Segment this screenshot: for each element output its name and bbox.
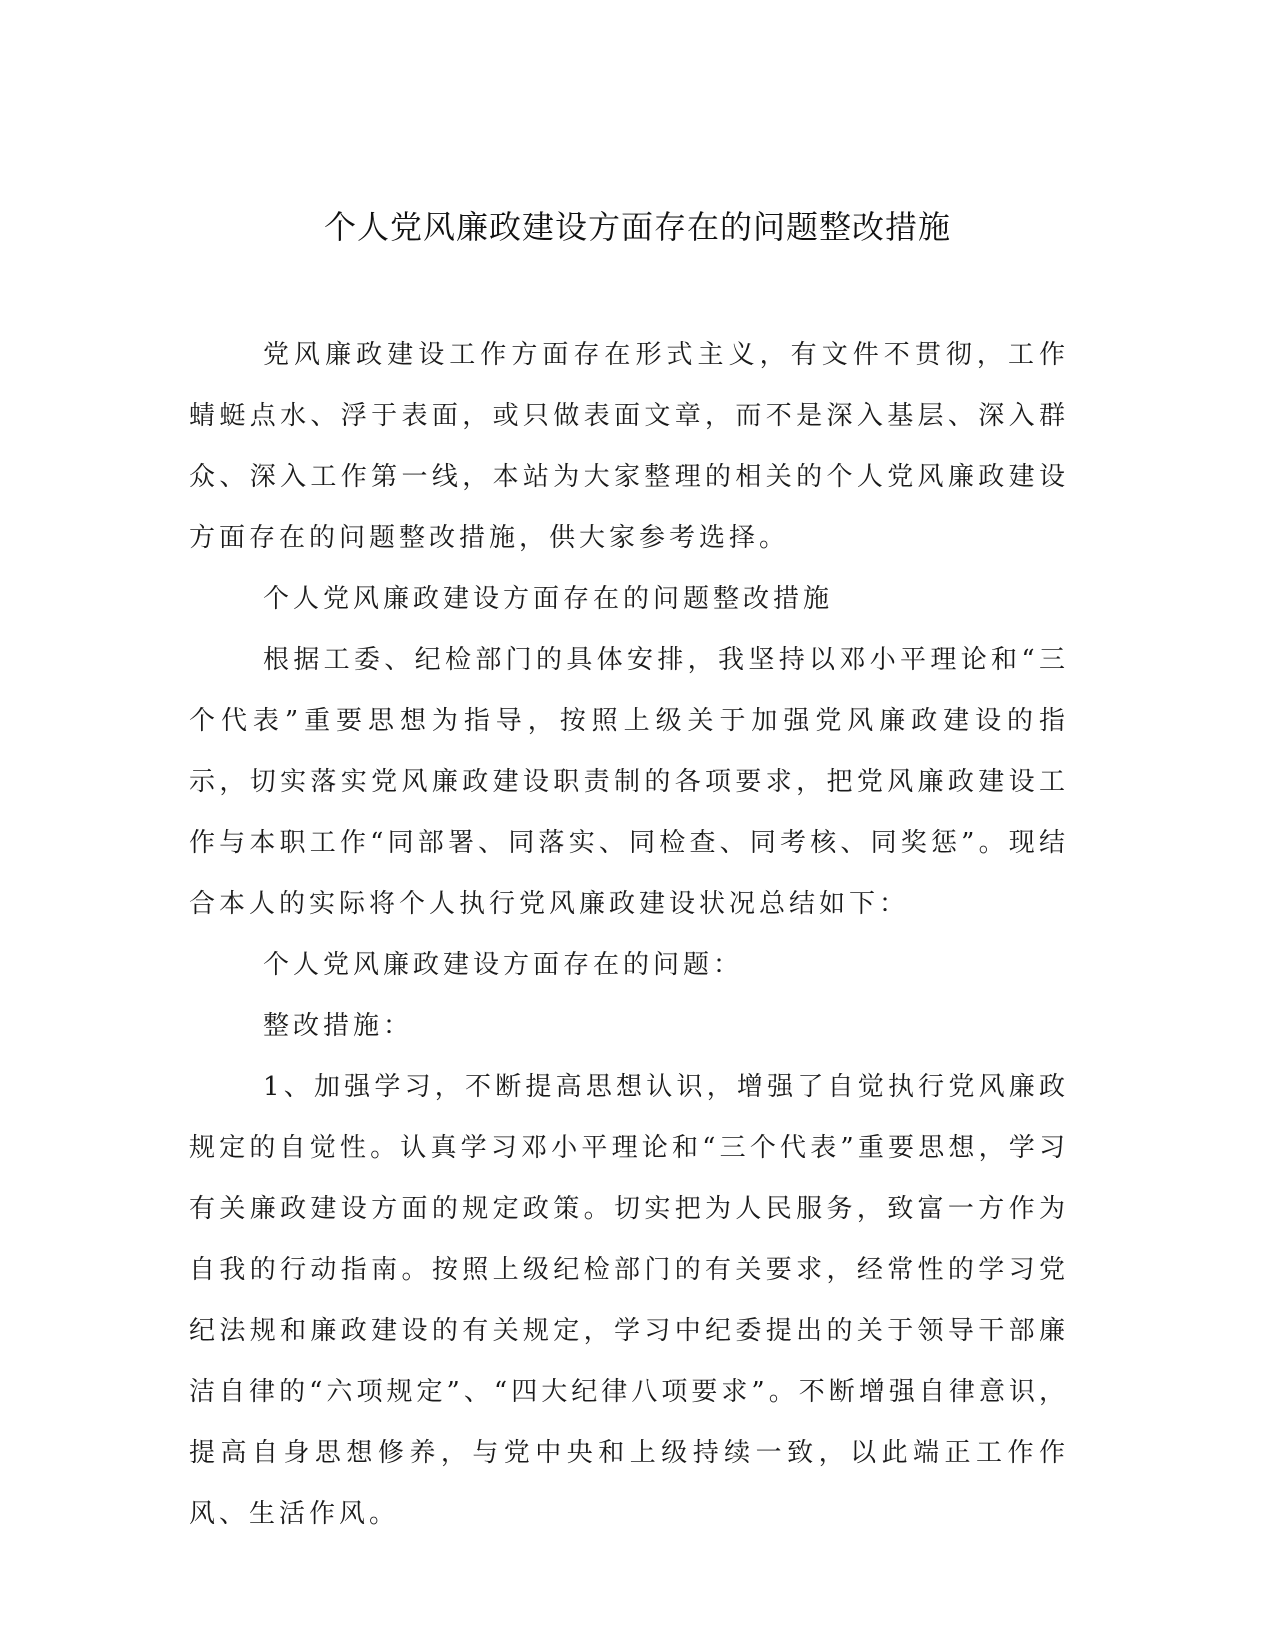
section-heading: 个人党风廉政建设方面存在的问题整改措施 <box>263 584 834 614</box>
intro-paragraph: 党风廉政建设工作方面存在形式主义，有文件不贯彻，工作蜻蜓点水、浮于表面，或只做表面文章，而不是深入基层、深入群众、深入工作第一线，本站为大家整理的相关的个人党风廉政建设方面存在的问题整改措施，供大家参考选择。 <box>189 340 1069 553</box>
measure-1-paragraph: 1、加强学习，不断提高思想认识，增强了自觉执行党风廉政规定的自觉性。认真学习邓小平理论和“三个代表”重要思想，学习有关廉政建设方面的规定政策。切实把为人民服务，致富一方作为自我的行动指南。按照上级纪检部门的有关要求，经常性的学习党纪法规和廉政建设的有关规定，学习中纪委提出的关于领导干部廉洁自律的“六项规定”、“四大纪律八项要求”。不断增强自律意识，提高自身思想修养，与党中央和上级持续一致，以此端正工作作风、生活作风。 <box>189 1072 1069 1529</box>
problems-heading: 个人党风廉政建设方面存在的问题： <box>263 950 744 980</box>
document-title: 个人党风廉政建设方面存在的问题整改措施 <box>323 208 951 246</box>
document-body <box>189 325 1069 1545</box>
measures-heading: 整改措施： <box>263 1011 414 1041</box>
background-paragraph: 根据工委、纪检部门的具体安排，我坚持以邓小平理论和“三个代表”重要思想为指导，按照上级关于加强党风廉政建设的指示，切实落实党风廉政建设职责制的各项要求，把党风廉政建设工作与本职工作“同部署、同落实、同检查、同考核、同奖惩”。现结合本人的实际将个人执行党风廉政建设状况总结如下： <box>189 645 1069 919</box>
